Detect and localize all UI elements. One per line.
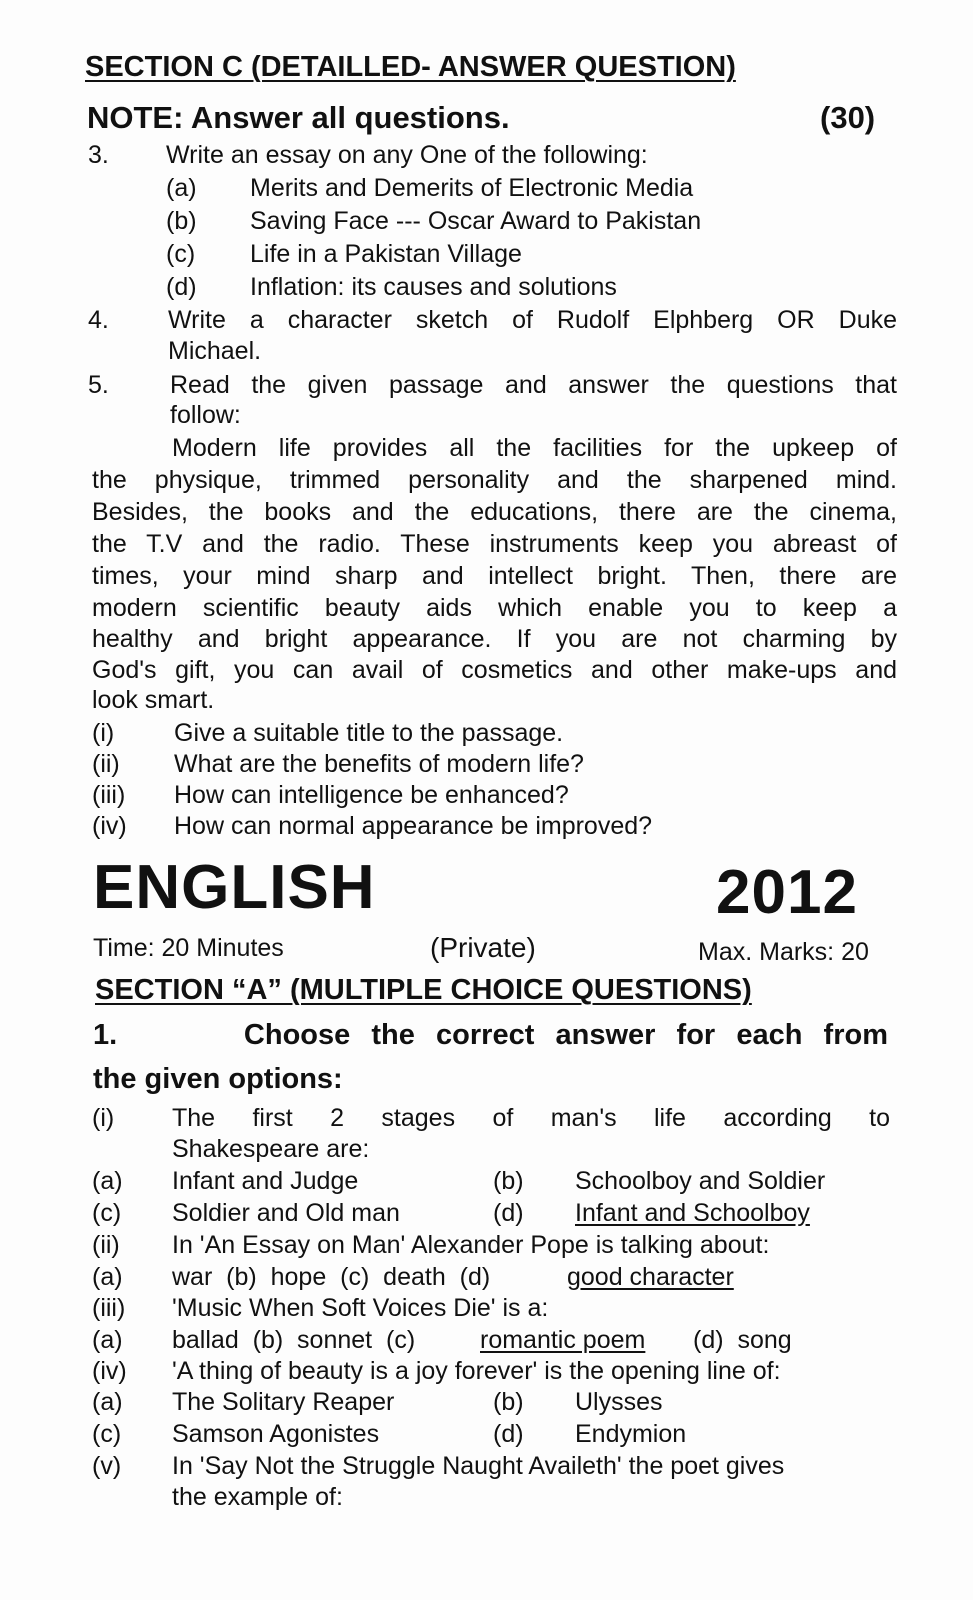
q3-number: 3. [88, 141, 109, 169]
passage-line: the physique, trimmed personality and the sharpened mind. [92, 466, 897, 494]
q1-text-cont: the given options: [93, 1063, 343, 1095]
max-marks: Max. Marks: 20 [698, 938, 869, 966]
q5-text-cont: follow: [170, 401, 241, 429]
mcq-text: 'Music When Soft Voices Die' is a: [172, 1294, 549, 1322]
option-label: (a) [92, 1167, 123, 1195]
q4-text-cont: Michael. [168, 337, 262, 365]
passage-line: God's gift, you can avail of cosmetics and other make-ups and [92, 656, 897, 684]
question-label: (iv) [92, 812, 127, 840]
subject-title: ENGLISH [93, 853, 376, 922]
option-label: (b) [166, 207, 197, 235]
q4-text: Write a character sketch of Rudolf Elphberg OR Duke [168, 306, 897, 334]
question-text: Give a suitable title to the passage. [174, 719, 564, 747]
mcq-text: 'A thing of beauty is a joy forever' is the opening line of: [172, 1357, 781, 1385]
mcq-text: In 'Say Not the Struggle Naught Availeth' the poet gives [172, 1452, 785, 1480]
option-label: (a) [92, 1388, 123, 1416]
option-label: (b) [493, 1167, 524, 1195]
option-label: (d) [493, 1420, 524, 1448]
option-text: Infant and Judge [172, 1167, 359, 1195]
section-a-heading: SECTION “A” (MULTIPLE CHOICE QUESTIONS) [95, 974, 752, 1006]
option-text: (d) song [693, 1326, 792, 1354]
mcq-text-cont: the example of: [172, 1483, 343, 1511]
option-label: (a) [92, 1326, 123, 1354]
question-label: (iii) [92, 781, 126, 809]
q4-number: 4. [88, 306, 109, 334]
option-text: ballad (b) sonnet (c) [172, 1326, 416, 1354]
time: Time: 20 Minutes [93, 934, 284, 962]
option-label: (d) [166, 273, 197, 301]
marks: (30) [820, 100, 876, 135]
option-label: (c) [166, 240, 196, 268]
q5-number: 5. [88, 371, 109, 399]
option-label: (d) [493, 1199, 524, 1227]
option-label: (a) [166, 174, 197, 202]
option-text: Inflation: its causes and solutions [250, 273, 617, 301]
option-text: Saving Face --- Oscar Award to Pakistan [250, 207, 702, 235]
option-text: Merits and Demerits of Electronic Media [250, 174, 694, 202]
option-text: Life in a Pakistan Village [250, 240, 522, 268]
passage-line: modern scientific beauty aids which enable you to keep a [92, 594, 897, 622]
correct-answer: romantic poem [480, 1326, 646, 1354]
question-text: What are the benefits of modern life? [174, 750, 584, 778]
mcq-label: (iv) [92, 1357, 127, 1385]
mcq-text: The first 2 stages of man's life according to [172, 1104, 890, 1132]
year: 2012 [716, 858, 858, 927]
option-text: Endymion [575, 1420, 687, 1448]
section-c-heading: SECTION C (DETAILLED- ANSWER QUESTION) [85, 51, 736, 83]
mcq-label: (iii) [92, 1294, 126, 1322]
exam-type: (Private) [430, 932, 536, 963]
passage-line: Besides, the books and the educations, there are the cinema, [92, 498, 897, 526]
question-label: (i) [92, 719, 115, 747]
option-text: The Solitary Reaper [172, 1388, 395, 1416]
passage-line: healthy and bright appearance. If you are not charming by [92, 625, 897, 653]
option-label: (b) [493, 1388, 524, 1416]
option-label: (c) [92, 1199, 122, 1227]
mcq-label: (ii) [92, 1231, 120, 1259]
passage-line: look smart. [92, 686, 215, 714]
question-text: How can intelligence be enhanced? [174, 781, 569, 809]
mcq-text-cont: Shakespeare are: [172, 1135, 370, 1163]
option-text: Schoolboy and Soldier [575, 1167, 826, 1195]
mcq-label: (i) [92, 1104, 115, 1132]
option-text: war (b) hope (c) death (d) [172, 1263, 491, 1291]
option-text: Soldier and Old man [172, 1199, 400, 1227]
option-text: Ulysses [575, 1388, 663, 1416]
mcq-label: (v) [92, 1452, 122, 1480]
passage-line: times, your mind sharp and intellect bright. Then, there are [92, 562, 897, 590]
passage-line: the T.V and the radio. These instruments keep you abreast of [92, 530, 897, 558]
question-text: How can normal appearance be improved? [174, 812, 653, 840]
option-label: (c) [92, 1420, 122, 1448]
q5-text: Read the given passage and answer the questions that [170, 371, 897, 399]
option-text: Samson Agonistes [172, 1420, 380, 1448]
q1-text: 1. Choose the correct answer for each from [93, 1019, 888, 1051]
question-label: (ii) [92, 750, 120, 778]
option-label: (a) [92, 1263, 123, 1291]
passage-line: Modern life provides all the facilities for the upkeep of [172, 434, 897, 462]
correct-answer: Infant and Schoolboy [575, 1199, 810, 1227]
q3-text: Write an essay on any One of the following: [166, 141, 648, 169]
mcq-text: In 'An Essay on Man' Alexander Pope is talking about: [172, 1231, 770, 1259]
note: NOTE: Answer all questions. [87, 100, 510, 135]
correct-answer: good character [567, 1263, 734, 1291]
